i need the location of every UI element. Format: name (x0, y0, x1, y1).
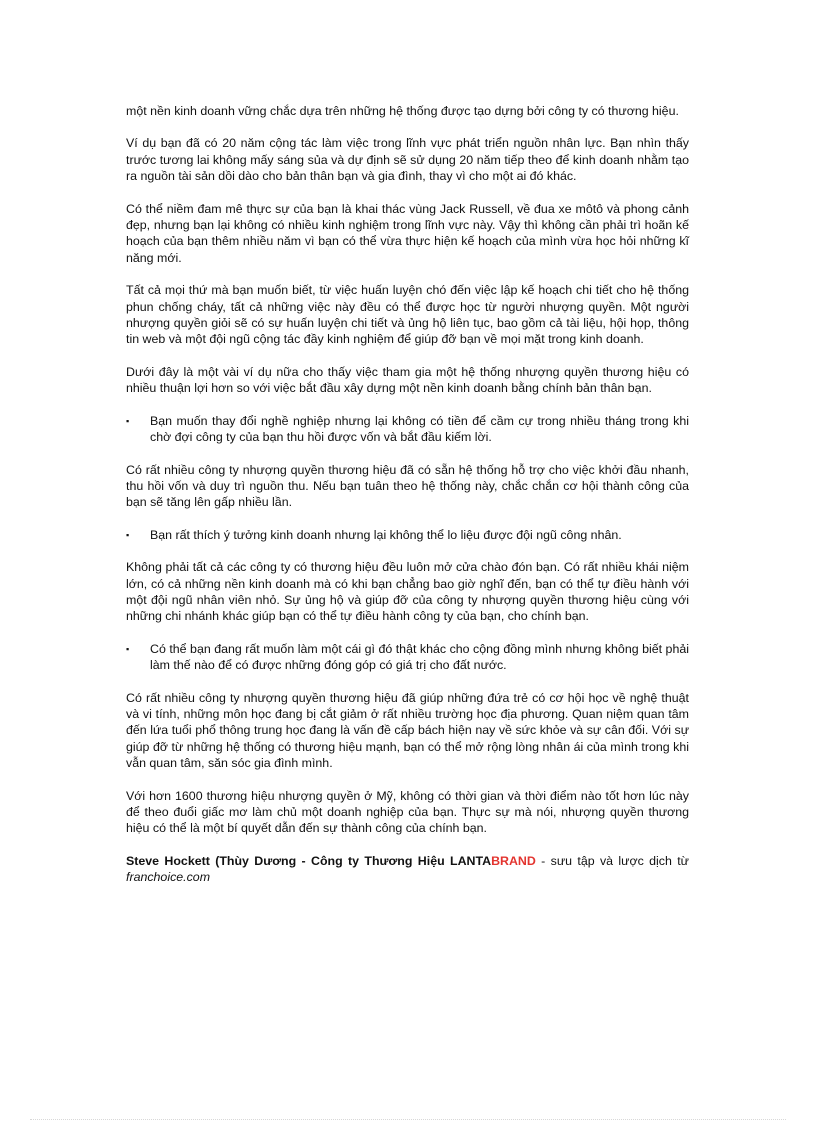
bullet-square-icon: ▪ (126, 643, 130, 654)
signature-suffix: - sưu tập và lược dịch từ (535, 853, 689, 868)
paragraph-small-team: Không phải tất cả các công ty có thương hiệu đều luôn mở cửa chào đón bạn. Có rất nhiều khái niệm lớn, có cả những nền kinh doanh mà có khi bạn chẳng bao giờ nghĩ đến, bạn có thể tự điều hành với một đội ngũ nhân viên nhỏ. Sự ủng hộ và giúp đỡ của công ty nhượng quyền thương hiệu cùng với những chi nhánh khác giúp bạn có thể tự điều hành công ty của bạn, cho chính bạn. (126, 560, 689, 624)
bullet-text: Có thể bạn đang rất muốn làm một cái gì đó thật khác cho cộng đồng mình nhưng không biết phải làm thế nào để có được những đóng góp có giá trị cho đất nước. (150, 641, 689, 673)
paragraph-support-systems: Có rất nhiều công ty nhượng quyền thương hiệu đã có sẵn hệ thống hỗ trợ cho việc khởi đầu nhanh, thu hồi vốn và duy trì nguồn thu. Nếu bạn tuân theo hệ thống này, chắc chắn cơ hội thành công của bạn sẽ tăng lên gấp nhiều lần. (126, 462, 689, 510)
document-body (126, 103, 689, 902)
bullet-item-workforce (126, 527, 689, 543)
paragraph-examples-intro: Dưới đây là một vài ví dụ nữa cho thấy việc tham gia một hệ thống nhượng quyền thương hiệu có nhiều thuận lợi hơn so với việc bắt đầu xây dựng một nền kinh doanh bằng chính bản thân bạn. (126, 364, 689, 396)
paragraph-example-hr: Ví dụ bạn đã có 20 năm cộng tác làm việc trong lĩnh vực phát triển nguồn nhân lực. Bạn nhìn thấy trước tương lai không mấy sáng sủa và dự định sẽ sử dụng 20 năm tiếp theo để kinh doanh nhằm tạo ra nguồn tài sản dồi dào cho bản thân bạn và gia đình, thay vì cho một ai đó khác. (126, 136, 689, 184)
paragraph-passion: Có thể niềm đam mê thực sự của bạn là khai thác vùng Jack Russell, về đua xe môtô và phong cảnh đẹp, nhưng bạn lại không có nhiều kinh nghiệm trong lĩnh vực này. Vậy thì không cần phải trì hoãn kế hoạch của bạn thêm nhiều năm vì bạn có thể vừa thực hiện kế hoạch của mình vừa học hỏi những kĩ năng mới. (126, 201, 689, 265)
bullet-text: Bạn muốn thay đổi nghề nghiệp nhưng lại không có tiền để cầm cự trong nhiều tháng trong khi chờ đợi công ty của bạn thu hồi được vốn và bắt đầu kiếm lời. (150, 413, 689, 445)
signature-brand-red: BRAND (491, 853, 536, 868)
bullet-text: Bạn rất thích ý tưởng kinh doanh nhưng lại không thể lo liệu được đội ngũ công nhân. (150, 527, 622, 542)
signature-line (126, 853, 689, 886)
paragraph-children-education: Có rất nhiều công ty nhượng quyền thương hiệu đã giúp những đứa trẻ có cơ hội học về nghệ thuật và vi tính, những môn học đang bị cắt giảm ở rất nhiều trường học địa phương. Quan niệm quan tâm đến lứa tuổi phổ thông trung học đang là vấn đề cấp bách hiện nay về sức khỏe và sự cân đối. Với sự giúp đỡ từ những hệ thống có thương hiệu mạnh, bạn có thể mở rộng lòng nhân ái của mình trong khi vẫn quan tâm, săn sóc gia đình mình. (126, 690, 689, 771)
bullet-item-career-change (126, 413, 689, 446)
bullet-square-icon: ▪ (126, 415, 130, 426)
signature-source: franchoice.com (126, 870, 211, 885)
paragraph-intro-fragment: một nền kinh doanh vững chắc dựa trên những hệ thống được tạo dựng bởi công ty có thương hiệu. (126, 104, 679, 118)
page-bottom-divider (30, 1119, 786, 1120)
bullet-square-icon: ▪ (126, 529, 130, 540)
signature-author: Steve Hockett (Thùy Dương - Công ty Thương Hiệu LANTA (126, 853, 492, 868)
paragraph-conclusion: Với hơn 1600 thương hiệu nhượng quyền ở Mỹ, không có thời gian và thời điểm nào tốt hơn lúc này để theo đuổi giấc mơ làm chủ một doanh nghiệp của bạn. Thực sự mà nói, nhượng quyền thương hiệu có thể là một bí quyết dẫn đến sự thành công của chính bạn. (126, 788, 689, 836)
bullet-item-community (126, 641, 689, 674)
paragraph-training: Tất cả mọi thứ mà bạn muốn biết, từ việc huấn luyện chó đến việc lập kế hoạch chi tiết cho hệ thống phun chống cháy, tất cả những việc này đều có thể được học từ người nhượng quyền. Một người nhượng quyền giỏi sẽ có sự huấn luyện chi tiết và ủng hộ liên tục, bao gồm cả tài liệu, hội họp, thông tin web và một đội ngũ cộng tác đầy kinh nghiệm để giúp đỡ bạn về mọi mặt trong kinh doanh. (126, 283, 689, 347)
